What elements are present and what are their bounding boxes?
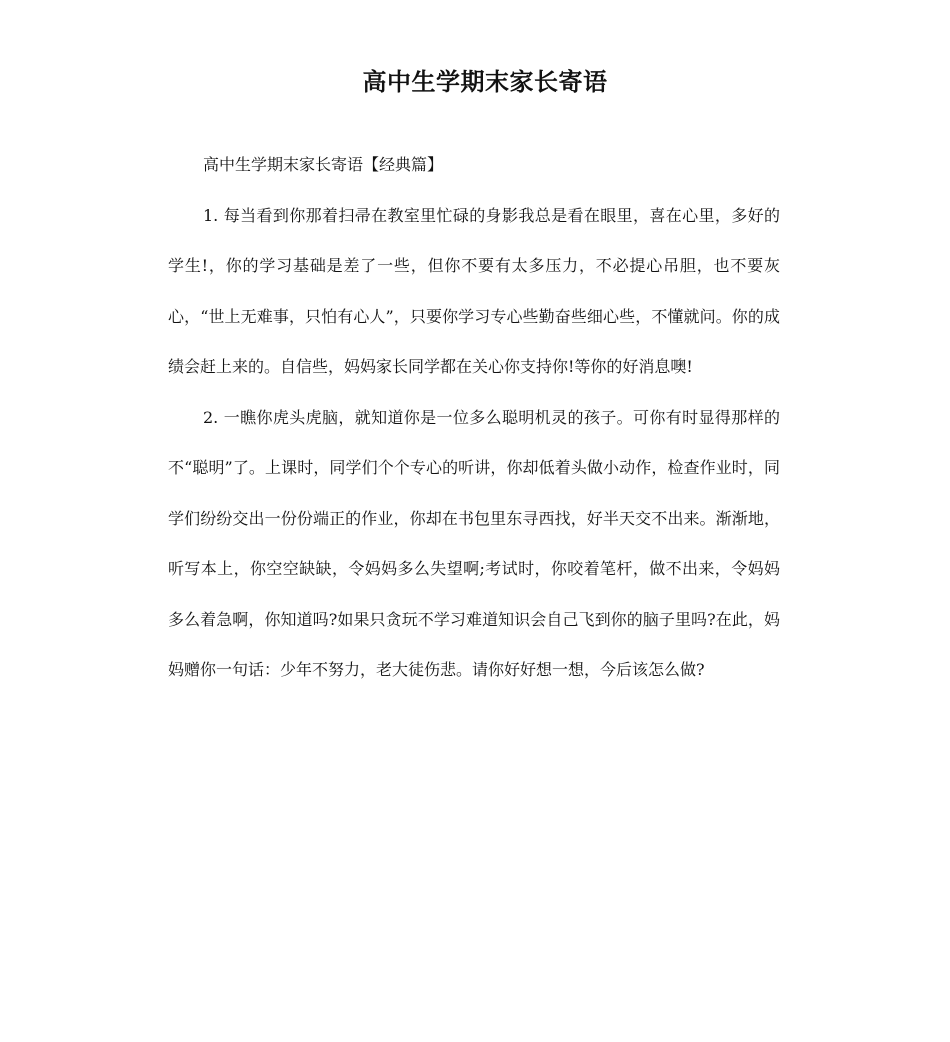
- subtitle-paragraph: 高中生学期末家长寄语【经典篇】: [203, 155, 444, 174]
- document-body: [168, 140, 780, 696]
- paragraph-2: 2. 一瞧你虎头虎脑，就知道你是一位多么聪明机灵的孩子。可你有时显得那样的不“聪明”了。上课时，同学们个个专心的听讲，你却低着头做小动作，检查作业时，同学们纷纷交出一份份端正的作业，你却在书包里东寻西找，好半天交不出来。渐渐地，听写本上，你空空缺缺，令妈妈多么失望啊;考试时，你咬着笔杆，做不出来，令妈妈多么着急啊，你知道吗?如果只贪玩不学习难道知识会自己飞到你的脑子里吗?在此，妈妈赠你一句话：少年不努力，老大徒伤悲。请你好好想一想，今后该怎么做?: [168, 407, 780, 679]
- paragraph-1: 1. 每当看到你那着扫帚在教室里忙碌的身影我总是看在眼里，喜在心里，多好的学生!，你的学习基础是差了一些，但你不要有太多压力，不必提心吊胆，也不要灰心，“世上无难事，只怕有心人”，只要你学习专心些勤奋些细心些，不懂就问。你的成绩会赶上来的。自信些，妈妈家长同学都在关心你支持你!等你的好消息噢!: [168, 205, 780, 376]
- document-title: 高中生学期末家长寄语: [362, 68, 608, 96]
